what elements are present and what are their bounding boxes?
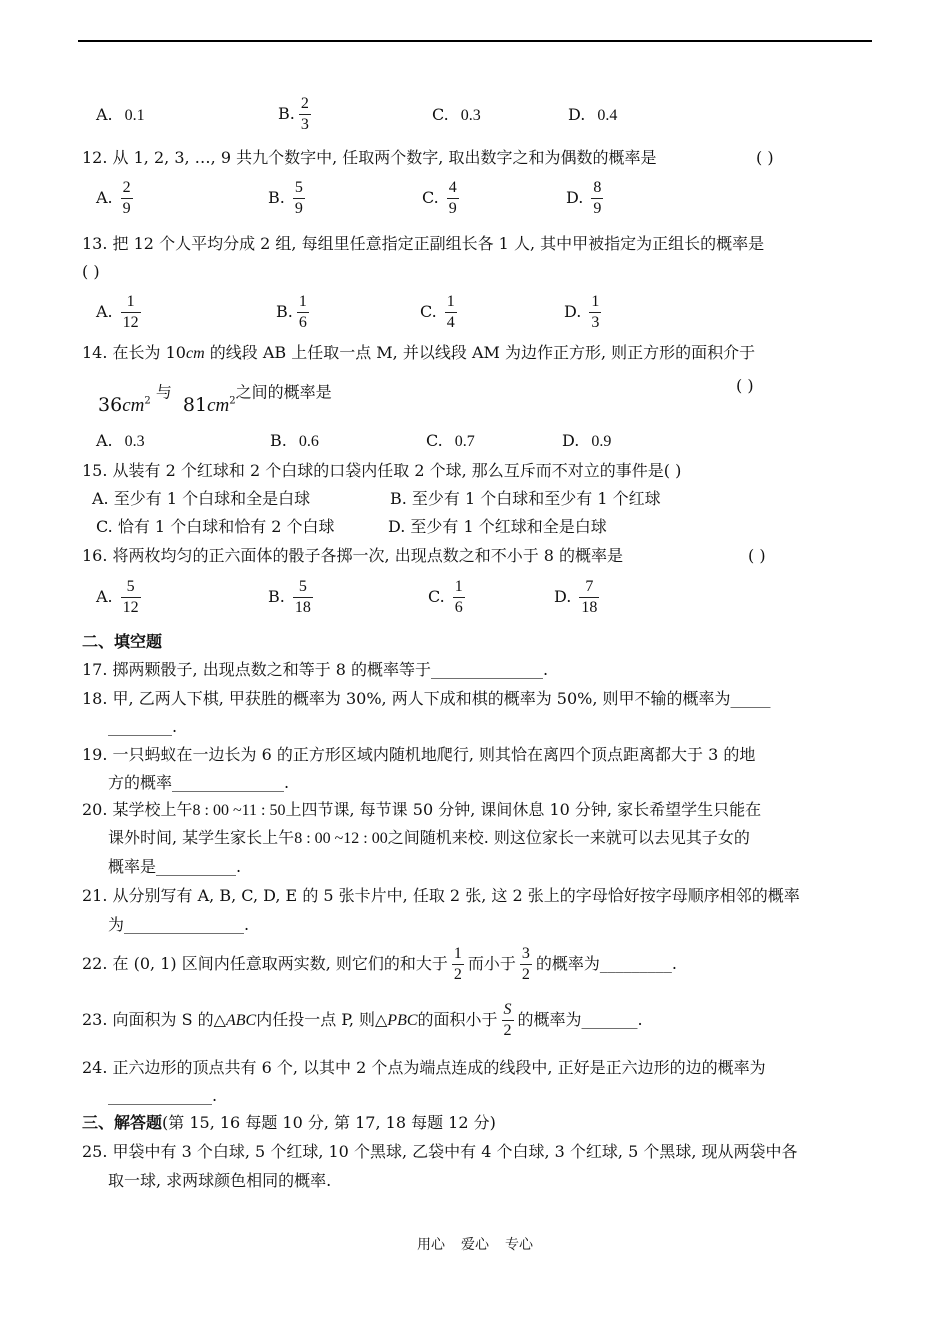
q19-line2: 方的概率______________. [108,773,290,792]
page-footer: 用心 爱心 专心 [417,1237,533,1253]
q13-option-d: D. $\frac{1}{3}$ [564,293,600,331]
q18-line2: ________. [108,717,178,736]
q14-option-a: A. 0.3 [96,431,145,450]
q25-line2: 取一球, 求两球颜色相同的概率. [108,1171,332,1190]
q24-line2: _____________. [108,1086,218,1105]
q20-line2: 课外时间, 某学生家长上午8 : 00 ~12 : 00之间随机来校. 则这位家长一来就可以去见其子女的 [108,828,750,847]
q16-stem: 16. 将两枚均匀的正六面体的骰子各掷一次, 出现点数之和不小于 8 的概率是 [82,546,624,565]
q18-line1: 18. 甲, 乙两人下棋, 甲获胜的概率为 30%, 两人下成和棋的概率为 50%, 则甲不输的概率为_____ [82,689,771,708]
q15-option-d: D. 至少有 1 个红球和全是白球 [388,517,607,536]
q20-line1: 20. 某学校上午8 : 00 ~11 : 50上四节课, 每节课 50 分钟, 课间休息 10 分钟, 家长希望学生只能在 [82,800,762,819]
q11-option-d: D. 0.4 [568,105,618,124]
q14-option-c: C. 0.7 [426,431,475,450]
q13-option-a: A. $\frac{1}{12}$ [96,293,139,331]
q12-option-c: C. $\frac{4}{9}$ [422,179,457,217]
q17: 17. 掷两颗骰子, 出现点数之和等于 8 的概率等于______________. [82,660,549,679]
q12-answer-paren: ( ) [756,148,774,167]
q11-option-a: A. 0.1 [96,105,145,124]
q16-option-c: C. $\frac{1}{6}$ [428,578,463,616]
q12-option-b: B. $\frac{5}{9}$ [268,179,303,217]
q12-option-d: D. $\frac{8}{9}$ [566,179,602,217]
q14-stem: 14. 在长为 10cm 的线段 AB 上任取一点 M, 并以线段 AM 为边作正方形, 则正方形的面积介于 [82,343,756,362]
q13-option-b: B. $\frac{1}{6}$ [276,293,307,331]
q11-option-b: B. $\frac{2}{3}$ [278,95,309,133]
q14-option-d: D. 0.9 [562,431,612,450]
q19-line1: 19. 一只蚂蚁在一边长为 6 的正方形区域内随机地爬行, 则其恰在离四个顶点距离都大于 3 的地 [82,745,756,764]
q16-option-b: B. $\frac{5}{18}$ [268,578,311,616]
q23: 23. 向面积为 S 的△ABC内任投一点 P, 则△PBC的面积小于 $\frac{S}{2}$ 的概率为_______. [82,1001,643,1039]
q14-answer-paren: ( ) [736,376,754,395]
q13-option-c: C. $\frac{1}{4}$ [420,293,455,331]
q21-line2: 为_______________. [108,915,250,934]
q12-option-a: A. $\frac{2}{9}$ [96,179,131,217]
q25-line1: 25. 甲袋中有 3 个白球, 5 个红球, 10 个黑球, 乙袋中有 4 个白球, 3 个红球, 5 个黑球, 现从两袋中各 [82,1142,798,1161]
q22: 22. 在 (0, 1) 区间内任意取两实数, 则它们的和大于 $\frac{1}{2}$ 而小于 $\frac{3}{2}$ 的概率为_________. [82,945,678,983]
q15-option-a: A. 至少有 1 个白球和全是白球 [92,489,311,508]
q21-line1: 21. 从分别写有 A, B, C, D, E 的 5 张卡片中, 任取 2 张, 这 2 张上的字母恰好按字母顺序相邻的概率 [82,886,800,905]
q16-option-a: A. $\frac{5}{12}$ [96,578,139,616]
section-fill-in-heading: 二、填空题 [82,632,163,651]
q15-option-c: C. 恰有 1 个白球和恰有 2 个白球 [96,517,335,536]
q15-option-b: B. 至少有 1 个白球和至少有 1 个红球 [390,489,661,508]
header-rule [78,40,872,42]
section-answer-heading: 三、解答题(第 15, 16 每题 10 分, 第 17, 18 每题 12 分) [82,1113,496,1132]
q14-range: $36cm^2$ 与 $81cm^2$之间的概率是 [98,382,332,417]
q16-answer-paren: ( ) [748,546,766,565]
q15-stem: 15. 从装有 2 个红球和 2 个白球的口袋内任取 2 个球, 那么互斥而不对立的事件是( ) [82,461,682,480]
q16-option-d: D. $\frac{7}{18}$ [554,578,598,616]
q20-line3: 概率是__________. [108,857,242,876]
q13-stem: 13. 把 12 个人平均分成 2 组, 每组里任意指定正副组长各 1 人, 其中甲被指定为正组长的概率是 [82,234,765,253]
q24-line1: 24. 正六边形的顶点共有 6 个, 以其中 2 个点为端点连成的线段中, 正好是正六边形的边的概率为 [82,1058,766,1077]
q12-stem: 12. 从 1, 2, 3, …, 9 共九个数字中, 任取两个数字, 取出数字之和为偶数的概率是 [82,148,657,167]
q14-option-b: B. 0.6 [270,431,319,450]
q13-answer-paren: ( ) [82,262,100,281]
q11-option-c: C. 0.3 [432,105,481,124]
